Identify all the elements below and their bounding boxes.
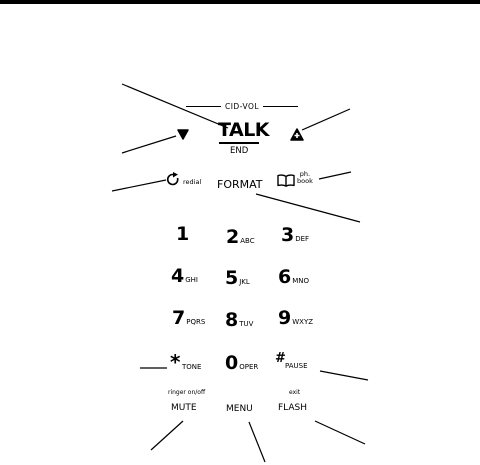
cid-vol-rule-left — [186, 106, 221, 107]
key-1[interactable] — [176, 225, 189, 244]
key-hash[interactable]: # — [275, 351, 286, 366]
tone-label: TONE — [182, 363, 202, 371]
callout-line-vol-down — [122, 136, 176, 153]
key-1-digit: 1 — [176, 223, 190, 245]
key-8[interactable] — [225, 311, 253, 330]
redial-arrow-icon[interactable] — [166, 172, 181, 187]
end-label[interactable]: END — [230, 146, 249, 156]
exit-label: exit — [289, 389, 301, 396]
key-8-digit: 8 — [225, 309, 239, 331]
callout-line-vol-up — [302, 109, 350, 130]
key-6-digit: 6 — [278, 266, 292, 288]
callout-line-flash — [315, 421, 365, 444]
key-3-digit: 3 — [281, 224, 295, 246]
callout-line-redial — [112, 180, 166, 191]
phonebook-label — [297, 171, 313, 185]
key-4-digit: 4 — [171, 265, 185, 287]
key-2-digit: 2 — [226, 226, 240, 248]
key-2[interactable] — [226, 228, 255, 247]
callout-line-format — [256, 194, 360, 222]
cid-vol-label: CID-VOL — [224, 101, 260, 111]
key-9-letters: WXYZ — [292, 318, 314, 326]
key-7-letters: PQRS — [186, 318, 206, 326]
format-button[interactable]: FORMAT — [217, 178, 263, 191]
key-7-digit: 7 — [172, 307, 186, 329]
phonebook-label-line2: book — [297, 177, 313, 185]
key-0-digit: 0 — [225, 352, 239, 374]
triangle-down-icon[interactable] — [177, 128, 189, 140]
key-5[interactable] — [225, 269, 250, 288]
ringer-onoff-label: ringer on/off — [168, 389, 206, 396]
redial-label: redial — [183, 178, 202, 186]
pause-label: PAUSE — [285, 362, 308, 370]
key-0-letters: OPER — [239, 363, 259, 371]
callout-line-phonebook — [319, 172, 351, 179]
key-3-letters: DEF — [295, 235, 310, 243]
talk-end-divider — [219, 142, 259, 144]
cid-vol-rule-right — [263, 106, 298, 107]
mute-button[interactable]: MUTE — [171, 403, 197, 413]
open-book-icon[interactable] — [277, 174, 295, 187]
key-7[interactable] — [172, 309, 205, 328]
key-6-letters: MNO — [292, 277, 310, 285]
callout-line-mute — [151, 421, 183, 450]
key-3[interactable] — [281, 226, 309, 245]
callout-line-menu — [249, 422, 265, 462]
key-8-letters: TUV — [239, 320, 254, 328]
triangle-up-icon[interactable] — [290, 128, 304, 141]
key-5-letters: JKL — [239, 278, 250, 286]
menu-button[interactable]: MENU — [226, 404, 253, 414]
key-4[interactable] — [171, 267, 198, 286]
key-star[interactable]: * — [170, 350, 181, 374]
key-5-digit: 5 — [225, 267, 239, 289]
key-2-letters: ABC — [240, 237, 255, 245]
callout-line-pause — [320, 371, 368, 380]
key-4-letters: GHI — [185, 276, 198, 284]
cid-vol-bar — [186, 99, 298, 113]
key-6[interactable] — [278, 268, 309, 287]
flash-button[interactable]: FLASH — [278, 403, 308, 413]
key-9-digit: 9 — [278, 307, 292, 329]
talk-button[interactable]: TALK — [218, 119, 270, 141]
key-0[interactable] — [225, 354, 258, 373]
key-9[interactable] — [278, 309, 313, 328]
phonebook-label-line1: ph. — [299, 170, 311, 178]
